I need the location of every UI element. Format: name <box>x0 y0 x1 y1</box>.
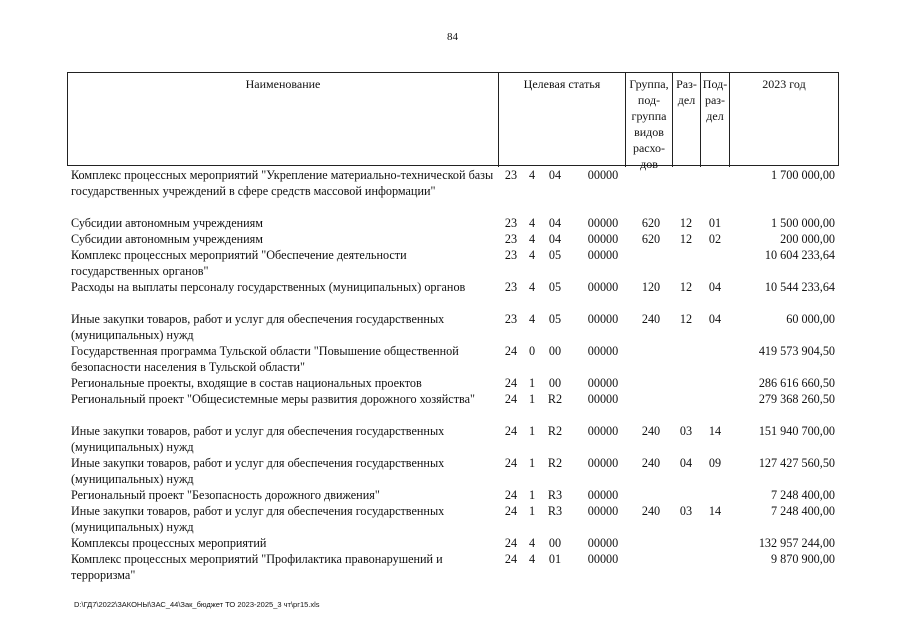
cell-amt: 1 700 000,00 <box>771 168 835 182</box>
cell-c2: 1 <box>528 424 536 438</box>
cell-c4: 00000 <box>587 552 619 566</box>
cell-c1: 24 <box>504 376 518 390</box>
table-row <box>67 231 839 247</box>
cell-rz: 12 <box>679 232 693 246</box>
cell-grp: 240 <box>641 424 661 438</box>
cell-name: Региональный проект "Общесистемные меры развития дорожного хозяйства" <box>71 392 476 406</box>
table-row <box>67 343 839 375</box>
cell-c3: R2 <box>547 424 563 438</box>
cell-c3: 05 <box>548 248 562 262</box>
table-row <box>67 551 839 583</box>
cell-amt: 10 544 233,64 <box>764 280 835 294</box>
cell-name: Расходы на выплаты персоналу государственных (муниципальных) органов <box>71 280 466 294</box>
cell-amt: 286 616 660,50 <box>758 376 835 390</box>
header-target: Целевая статья <box>499 73 626 167</box>
cell-c4: 00000 <box>587 376 619 390</box>
cell-prz: 01 <box>708 216 722 230</box>
cell-c4: 00000 <box>587 424 619 438</box>
cell-c3: 04 <box>548 168 562 182</box>
cell-c3: 04 <box>548 232 562 246</box>
table-row <box>67 535 839 551</box>
cell-c1: 23 <box>504 232 518 246</box>
cell-rz: 03 <box>679 424 693 438</box>
cell-name: Иные закупки товаров, работ и услуг для обеспечения государственных (муниципальных) нужд <box>71 504 445 534</box>
cell-c1: 23 <box>504 280 518 294</box>
table-row <box>67 487 839 503</box>
cell-c4: 00000 <box>587 248 619 262</box>
cell-c1: 23 <box>504 312 518 326</box>
cell-c4: 00000 <box>587 392 619 406</box>
cell-c3: 04 <box>548 216 562 230</box>
header-subsection: Под- раз- дел <box>701 73 730 167</box>
cell-amt: 9 870 900,00 <box>771 552 835 566</box>
cell-amt: 60 000,00 <box>786 312 835 326</box>
header-section: Раз- дел <box>673 73 701 167</box>
cell-grp: 620 <box>641 232 661 246</box>
cell-amt: 7 248 400,00 <box>771 488 835 502</box>
table-header <box>67 72 839 171</box>
cell-grp: 620 <box>641 216 661 230</box>
cell-c3: 01 <box>548 552 562 566</box>
cell-c1: 24 <box>504 552 518 566</box>
cell-c4: 00000 <box>587 344 619 358</box>
cell-c2: 4 <box>528 248 536 262</box>
cell-c4: 00000 <box>587 536 619 550</box>
cell-c1: 24 <box>504 488 518 502</box>
file-path-footer: D:\ГД7\2022\ЗАКОНЫ\ЗАС_44\Зак_бюджет ТО 2023-2025_3 чт\рг15.xls <box>74 600 320 609</box>
cell-rz: 12 <box>679 216 693 230</box>
cell-amt: 151 940 700,00 <box>758 424 835 438</box>
cell-c4: 00000 <box>587 312 619 326</box>
cell-name: Иные закупки товаров, работ и услуг для обеспечения государственных (муниципальных) нужд <box>71 312 445 342</box>
cell-c1: 24 <box>504 344 518 358</box>
cell-c4: 00000 <box>587 168 619 182</box>
cell-c2: 4 <box>528 168 536 182</box>
cell-name: Комплекс процессных мероприятий "Укрепление материально-технической базы государственных учреждений в сфере средств массовой информации" <box>71 168 494 198</box>
table-row <box>67 503 839 535</box>
cell-grp: 240 <box>641 312 661 326</box>
cell-c2: 1 <box>528 488 536 502</box>
cell-c3: R3 <box>547 488 563 502</box>
table-row <box>67 455 839 487</box>
cell-c3: 00 <box>548 344 562 358</box>
cell-name: Иные закупки товаров, работ и услуг для обеспечения государственных (муниципальных) нужд <box>71 456 445 486</box>
cell-name: Региональные проекты, входящие в состав национальных проектов <box>71 376 422 390</box>
cell-amt: 7 248 400,00 <box>771 504 835 518</box>
cell-grp: 240 <box>641 456 661 470</box>
cell-c1: 23 <box>504 248 518 262</box>
cell-c4: 00000 <box>587 456 619 470</box>
cell-c3: R3 <box>547 504 563 518</box>
cell-c4: 00000 <box>587 280 619 294</box>
cell-amt: 279 368 260,50 <box>758 392 835 406</box>
cell-prz: 14 <box>708 504 722 518</box>
table-row <box>67 279 839 295</box>
table-row <box>67 375 839 391</box>
table-row <box>67 215 839 231</box>
cell-c2: 1 <box>528 392 536 406</box>
cell-amt: 132 957 244,00 <box>758 536 835 550</box>
cell-rz: 04 <box>679 456 693 470</box>
cell-c1: 24 <box>504 504 518 518</box>
cell-name: Субсидии автономным учреждениям <box>71 232 263 246</box>
cell-c1: 24 <box>504 424 518 438</box>
cell-c4: 00000 <box>587 488 619 502</box>
cell-c3: 00 <box>548 376 562 390</box>
cell-name: Субсидии автономным учреждениям <box>71 216 263 230</box>
table-row <box>67 423 839 455</box>
cell-amt: 10 604 233,64 <box>764 248 835 262</box>
cell-c2: 1 <box>528 376 536 390</box>
cell-c1: 24 <box>504 456 518 470</box>
cell-c3: 05 <box>548 312 562 326</box>
cell-amt: 200 000,00 <box>780 232 835 246</box>
page-number: 84 <box>447 31 458 43</box>
cell-prz: 04 <box>708 280 722 294</box>
cell-c2: 1 <box>528 456 536 470</box>
cell-c3: 00 <box>548 536 562 550</box>
cell-c1: 24 <box>504 392 518 406</box>
cell-prz: 14 <box>708 424 722 438</box>
cell-c4: 00000 <box>587 504 619 518</box>
table-row <box>67 167 839 199</box>
cell-name: Иные закупки товаров, работ и услуг для обеспечения государственных (муниципальных) нужд <box>71 424 445 454</box>
cell-c2: 4 <box>528 280 536 294</box>
cell-c2: 4 <box>528 232 536 246</box>
cell-rz: 12 <box>679 280 693 294</box>
cell-amt: 1 500 000,00 <box>771 216 835 230</box>
cell-c4: 00000 <box>587 232 619 246</box>
cell-c4: 00000 <box>587 216 619 230</box>
cell-name: Комплекс процессных мероприятий "Обеспечение деятельности государственных органов" <box>71 248 407 278</box>
cell-c1: 23 <box>504 168 518 182</box>
header-year: 2023 год <box>762 77 806 91</box>
cell-c2: 0 <box>528 344 536 358</box>
cell-name: Региональный проект "Безопасность дорожного движения" <box>71 488 380 502</box>
table-row <box>67 391 839 407</box>
table-row <box>67 247 839 279</box>
cell-c2: 4 <box>528 216 536 230</box>
cell-name: Государственная программа Тульской области "Повышение общественной безопасности населения в Тульской области" <box>71 344 459 374</box>
cell-rz: 12 <box>679 312 693 326</box>
cell-c3: R2 <box>547 392 563 406</box>
cell-grp: 240 <box>641 504 661 518</box>
cell-rz: 03 <box>679 504 693 518</box>
cell-c1: 23 <box>504 216 518 230</box>
header-name: Наименование <box>68 73 499 167</box>
cell-name: Комплексы процессных мероприятий <box>71 536 267 550</box>
cell-c2: 1 <box>528 504 536 518</box>
cell-c1: 24 <box>504 536 518 550</box>
cell-c3: 05 <box>548 280 562 294</box>
cell-prz: 04 <box>708 312 722 326</box>
table-row <box>67 311 839 343</box>
cell-grp: 120 <box>641 280 661 294</box>
cell-name: Комплекс процессных мероприятий "Профилактика правонарушений и терроризма" <box>71 552 443 582</box>
cell-prz: 02 <box>708 232 722 246</box>
cell-c3: R2 <box>547 456 563 470</box>
cell-c2: 4 <box>528 312 536 326</box>
cell-amt: 127 427 560,50 <box>758 456 835 470</box>
cell-amt: 419 573 904,50 <box>758 344 835 358</box>
cell-c2: 4 <box>528 536 536 550</box>
cell-c2: 4 <box>528 552 536 566</box>
cell-prz: 09 <box>708 456 722 470</box>
header-group: Группа, под- группа видов расхо- дов <box>626 73 673 167</box>
